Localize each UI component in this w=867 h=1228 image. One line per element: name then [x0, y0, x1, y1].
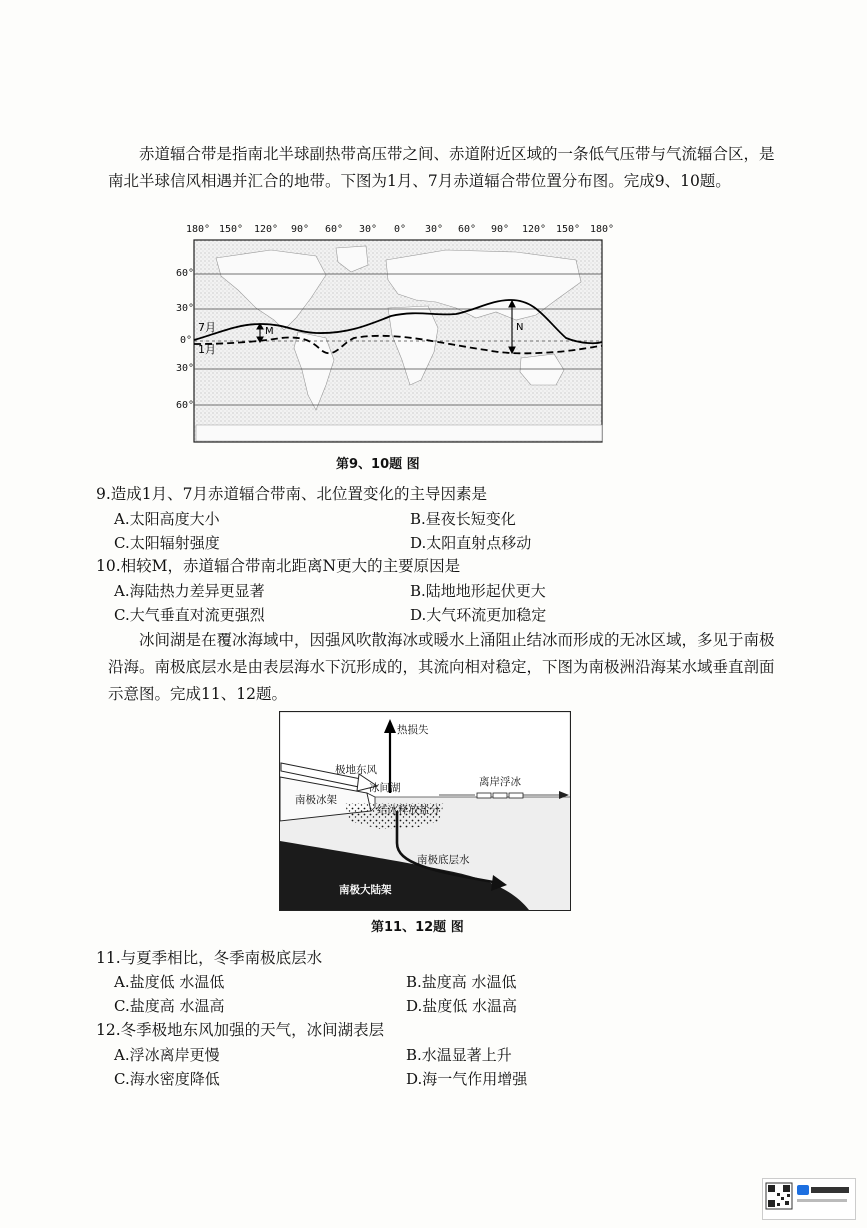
lon-label: 150°: [218, 224, 244, 235]
drift-ice-block: [477, 793, 491, 798]
lat-label: 30°: [176, 303, 195, 314]
polynya-diagram: [279, 711, 571, 911]
lon-label: 0°: [393, 224, 407, 235]
diagram-caption: 第11、12题 图: [371, 920, 464, 935]
lon-label: 120°: [521, 224, 547, 235]
ice-shelf-label: 南极冰架: [295, 794, 337, 806]
intro-paragraph-1: 赤道辐合带是指南北半球副热带高压带之间、赤道附近区域的一条低气压带与气流辐合区，是南北半球信风相遇并汇合的地带。下图为1月、7月赤道辐合带位置分布图。完成9、10题。: [108, 145, 775, 190]
question-9-option-d: D.太阳直射点移动: [410, 534, 532, 552]
question-11-option-d: D.盐度低 水温高: [406, 997, 518, 1015]
scanner-watermark: [762, 1178, 856, 1220]
lon-label: 180°: [589, 224, 615, 235]
itcz-map: [176, 220, 616, 448]
question-12-stem: 12.冬季极地东风加强的天气，冰间湖表层: [96, 1021, 385, 1039]
n-label: N: [516, 322, 524, 333]
lat-label: 0°: [180, 335, 193, 346]
july-label: 7月: [198, 321, 216, 334]
lat-label: 60°: [176, 400, 195, 411]
continent-label: 南极大陆架: [339, 884, 392, 896]
lon-label: 60°: [324, 224, 344, 235]
lon-label: 30°: [358, 224, 378, 235]
antarctica-shape: [196, 425, 602, 441]
question-10-option-d: D.大气环流更加稳定: [410, 606, 547, 624]
bottom-water-label: 南极底层水: [417, 854, 470, 866]
map-caption: 第9、10题 图: [336, 457, 420, 472]
question-10-option-b: B.陆地地形起伏更大: [410, 582, 546, 600]
question-10-option-c: C.大气垂直对流更强烈: [114, 606, 265, 624]
lon-label: 180°: [185, 224, 211, 235]
question-11-stem: 11.与夏季相比，冬季南极底层水: [96, 949, 323, 967]
lon-label: 150°: [555, 224, 581, 235]
question-10-option-a: A.海陆热力差异更显著: [114, 582, 265, 600]
question-11-option-a: A.盐度低 水温低: [114, 973, 225, 991]
question-10-stem: 10.相较M，赤道辐合带南北距离N更大的主要原因是: [96, 557, 461, 575]
lon-label: 90°: [290, 224, 310, 235]
polynya-label: 冰间湖: [369, 782, 401, 794]
question-9-option-c: C.太阳辐射强度: [114, 534, 220, 552]
question-12-option-a: A.浮冰离岸更慢: [114, 1046, 220, 1064]
lon-label: 120°: [253, 224, 279, 235]
lat-label: 30°: [176, 363, 195, 374]
question-9-stem: 9.造成1月、7月赤道辐合带南、北位置变化的主导因素是: [96, 485, 488, 503]
lon-label: 90°: [490, 224, 510, 235]
intro-paragraph-2: 冰间湖是在覆冰海域中，因强风吹散海冰或暖水上涌阻止结冰而形成的无冰区域，多见于南极沿海。南极底层水是由表层海水下沉形成的，其流向相对稳定，下图为南极洲沿海某水域垂直剖面示意图。完成11、12题。: [108, 631, 775, 703]
lat-label: 60°: [176, 268, 195, 279]
lon-label: 60°: [457, 224, 477, 235]
qr-code-icon: [763, 1179, 855, 1219]
question-11-option-b: B.盐度高 水温低: [406, 973, 517, 991]
question-11-option-c: C.盐度高 水温高: [114, 997, 225, 1015]
question-9-option-a: A.太阳高度大小: [114, 510, 220, 528]
drift-ice-block: [493, 793, 507, 798]
salt-release-label: 结冰释放盐分: [377, 804, 440, 816]
lon-label: 30°: [424, 224, 444, 235]
m-label: M: [265, 326, 274, 337]
question-12-option-d: D.海一气作用增强: [406, 1070, 528, 1088]
drift-ice-label: 离岸浮冰: [479, 776, 521, 788]
january-label: 1月: [198, 343, 216, 356]
drift-ice-block: [509, 793, 523, 798]
question-9-option-b: B.昼夜长短变化: [410, 510, 516, 528]
question-12-option-c: C.海水密度降低: [114, 1070, 220, 1088]
heat-loss-label: 热损失: [397, 724, 429, 736]
question-12-option-b: B.水温显著上升: [406, 1046, 512, 1064]
east-wind-label: 极地东风: [335, 764, 377, 776]
